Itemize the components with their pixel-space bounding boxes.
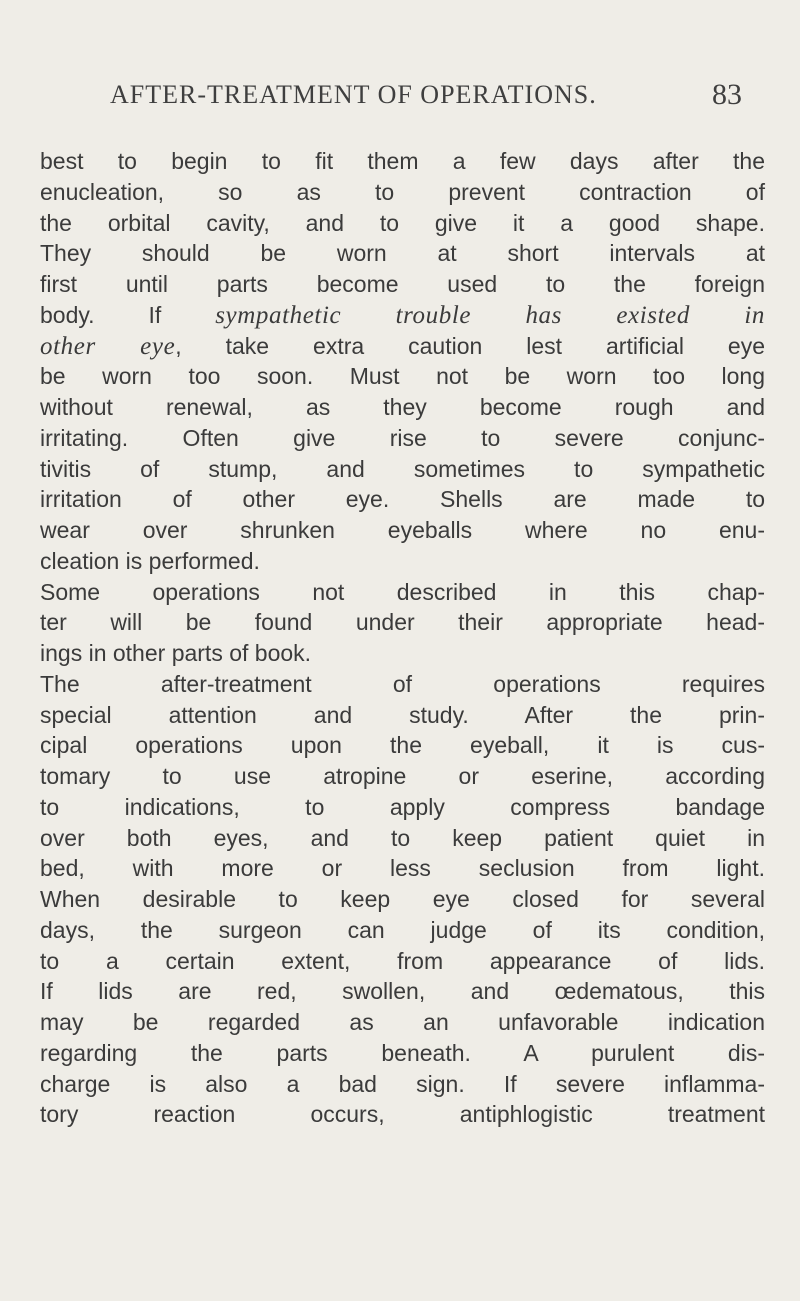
text-line: tomary to use atropine or eserine, according <box>40 763 765 789</box>
text-line: to indications, to apply compress bandage <box>40 793 765 820</box>
text-line: irritation of other eye. Shells are made to <box>40 486 765 513</box>
text-line: special attention and study. After the prin- <box>40 701 765 728</box>
text-line: first until parts become used to the foreign <box>40 271 765 297</box>
text-line: bed, with more or less seclusion from light. <box>40 855 765 882</box>
text-line: tory reaction occurs, antiphlogistic treatment <box>40 1101 765 1128</box>
text-line: wear over shrunken eyeballs where no enu- <box>40 517 765 543</box>
text-line: charge is also a bad sign. If severe inflamma- <box>40 1070 765 1097</box>
text-line: The after-treatment of operations requires <box>40 670 765 697</box>
text-line: be worn too soon. Must not be worn too long <box>40 363 765 390</box>
text-line: the orbital cavity, and to give it a good shape. <box>40 209 765 236</box>
text-line: tivitis of stump, and sometimes to sympathetic <box>40 455 765 482</box>
text-line <box>40 331 765 362</box>
text-line: without renewal, as they become rough and <box>40 394 765 420</box>
text-line: cleation is performed. <box>40 547 260 574</box>
text-line: Some operations not described in this chap- <box>40 578 765 605</box>
text-line <box>40 300 765 331</box>
italic-emphasis: other eye <box>40 332 176 360</box>
text-line: irritating. Often give rise to severe conjunc- <box>40 424 765 451</box>
page-number: 83 <box>712 78 742 111</box>
text-line: When desirable to keep eye closed for several <box>40 886 765 912</box>
text-line: ter will be found under their appropriate head- <box>40 609 765 636</box>
text-line: to a certain extent, from appearance of lids. <box>40 947 765 974</box>
running-head <box>0 80 800 120</box>
text-line: They should be worn at short intervals at <box>40 240 765 267</box>
text-line: enucleation, so as to prevent contraction of <box>40 178 765 205</box>
text-run: body. If <box>40 301 216 328</box>
italic-emphasis: sympathetic trouble has existed in <box>215 301 765 329</box>
text-line: best to begin to fit them a few days after the <box>40 148 765 174</box>
text-line: If lids are red, swollen, and œdematous, this <box>40 978 765 1005</box>
text-line: may be regarded as an unfavorable indication <box>40 1009 765 1035</box>
text-line: over both eyes, and to keep patient quiet in <box>40 824 765 851</box>
text-line: ings in other parts of book. <box>40 640 312 666</box>
running-head-title: AFTER-TREATMENT OF OPERATIONS. <box>110 80 597 109</box>
text-line: regarding the parts beneath. A purulent dis- <box>40 1039 765 1066</box>
text-line: days, the surgeon can judge of its condition, <box>40 916 765 943</box>
text-run: , take extra caution lest artificial eye <box>175 332 765 359</box>
body-text <box>40 146 765 1130</box>
text-line: cipal operations upon the eyeball, it is cus- <box>40 732 765 759</box>
